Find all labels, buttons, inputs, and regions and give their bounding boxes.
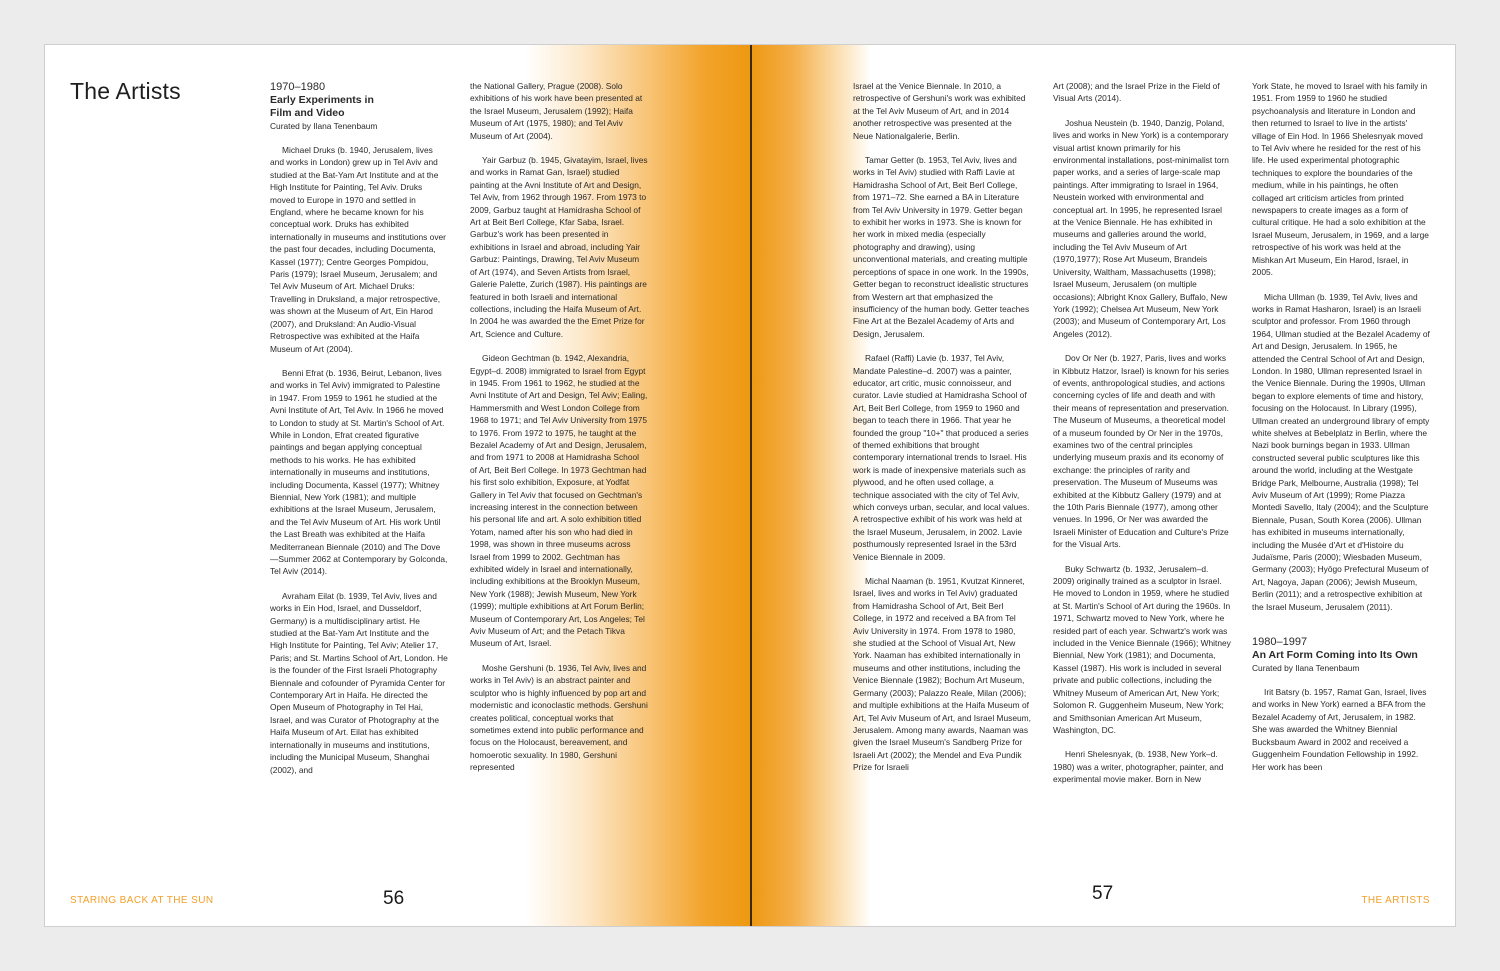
bio-avraham-eilat: Avraham Eilat (b. 1939, Tel Aviv, lives and works in Ein Hod, Israel, and Dusseldorf, Germany) is a multidisciplinary artist. He studied at the Bat-Yam Art Institute and the High Institute for Painting, Tel Aviv; Atelier 17, Paris; and St. Martins School of Art, London. He is the founder of the First Israeli Photography Biennale and cofounder of Pyramida Center for Contemporary Art in Haifa. He directed the Open Museum of Photography in Tel Hai, Israel, and was Curator of Photography at the Haifa Museum of Art. Eilat has exhibited internationally in museums and institutions, including the Municipal Museum, Shanghai (2002), and <box>270 590 448 775</box>
text-column-1 <box>270 80 448 776</box>
section-title-line2: Film and Video <box>270 107 345 119</box>
bio-henri-shelesnyak: Henri Shelesnyak, (b. 1938, New York–d. 1980) was a writer, photographer, painter, and experimental movie maker. Born in New <box>1053 749 1224 785</box>
running-footer-left: STARING BACK AT THE SUN <box>70 895 214 906</box>
bio-continuation: York State, he moved to Israel with his family in 1951. From 1959 to 1960 he studied psychoanalysis and literature in London and then returned to Israel to live in the artists' village of Ein Hod. In 1966 Shelesnyak moved to Tel Aviv where he resided for the rest of his life. He used experimental photographic techniques to explore the boundaries of the medium, while in his paintings, he often collaged art criticism articles from printed newspapers to create images as a form of cultural critique. He had a solo exhibition at the Israel Museum, Jerusalem, in 1969, and a large retrospective of his work was held at the Mishkan Art Museum, Ein Harod, Israel, in 2005. <box>1252 81 1429 278</box>
bio-yair-garbuz: Yair Garbuz (b. 1945, Givatayim, Israel, lives and works in Ramat Gan, Israel) studied painting at the Avni Institute of Art and Design, Tel Aviv, from 1962 through 1967. From 1973 to 2009, Garbuz taught at Hamidrasha School of Art at Beit Berl College, Kfar Saba, Israel. Garbuz's work has been presented in exhibitions in Israel and abroad, including Yair Garbuz: Paintings, Drawing, Tel Aviv Museum of Art (1974), and Seven Artists from Israel, Galerie Palette, Zurich (1987). His paintings are featured in both Israeli and international collections, including the Haifa Museum of Art. In 2004 he was awarded the the Emet Prize for Art, Science and Culture. <box>470 155 648 339</box>
section-curator: Curated by Ilana Tenenbaum <box>270 121 378 131</box>
bio-continuation: the National Gallery, Prague (2008). Solo exhibitions of his work have been presented at the Israel Museum, Jerusalem (1992); Haifa Museum of Art (1975, 1980); and Tel Aviv Museum of Art (2004). <box>470 81 643 141</box>
bio-continuation: Israel at the Venice Biennale. In 2010, a retrospective of Gershuni's work was exhibited at the Tel Aviv Museum of Art, and in 2014 another retrospective was presented at the Neue Nationalgalerie, Berlin. <box>853 81 1026 141</box>
page-number-right: 57 <box>1092 883 1114 904</box>
text-column-4 <box>1053 80 1231 786</box>
section-curator: Curated by Ilana Tenenbaum <box>1252 663 1360 674</box>
bio-tamar-getter: Tamar Getter (b. 1953, Tel Aviv, lives and works in Tel Aviv) studied with Raffi Lavie at Hamidrasha School of Art, Beit Berl College, from 1971–72. She earned a BA in Literature from Tel Aviv University in 1979. Getter began to exhibit her works in 1973. She is known for her work in mixed media (especially photography and drawing), using unconventional materials, and creating multiple perceptions of space in one work. In the 1990s, Getter began to reconstruct idealistic structures from Western art that emphasized the insufficiency of the human body. Getter teaches Fine Art at the Bezalel Academy of Arts and Design, Jerusalem. <box>853 155 1030 339</box>
bio-michael-druks: Michael Druks (b. 1940, Jerusalem, lives and works in London) grew up in Tel Aviv and studied at the Bat-Yam Art Institute and at the High Institute for Painting, Tel Aviv. Druks moved to Europe in 1970 and settled in England, where he became known for his conceptual work. Druks has exhibited internationally in museums and institutions over the past four decades, including Documenta, Kassel (1977); Centre Georges Pompidou, Paris (1979); Israel Museum, Jerusalem; and Tel Aviv Museum of Art. Michael Druks: Travelling in Druksland, a major retrospective, was shown at the Museum of Art, Ein Harod (2007), and Druksland: An Audio-Visual Retrospective was exhibited at the Haifa Museum of Art (2004). <box>270 145 446 354</box>
bio-joshua-neustein: Joshua Neustein (b. 1940, Danzig, Poland, lives and works in New York) is a contemporary visual artist known primarily for his environmental installations, post-minimalist torn paper works, and a series of large-scale map paintings. After immigrating to Israel in 1964, Neustein worked with environmental and conceptual art. In 1995, he represented Israel at the Venice Biennale. He has exhibited in museums and galleries around the world, including the Tel Aviv Museum of Art (1970,1977); Rose Art Museum, Brandeis University, Waltham, Massachusetts (1998); Israel Museum, Jerusalem (on multiple occasions); Albright Knox Gallery, Buffalo, New York (1992); Chelsea Art Museum, New York (2003); and Museum of Contemporary Art, Los Angeles (2012). <box>1053 117 1229 339</box>
bio-irit-batsry: Irit Batsry (b. 1957, Ramat Gan, Israel, lives and works in New York) earned a BFA from the Bezalel Academy of Art, Jerusalem, in 1982. She was awarded the Whitney Biennial Bucksbaum Award in 2002 and received a Guggenheim Foundation Fellowship in 1992. Her work has been <box>1252 687 1427 772</box>
page-number-left: 56 <box>383 888 405 909</box>
bio-buky-schwartz: Buky Schwartz (b. 1932, Jerusalem–d. 2009) originally trained as a sculptor in Israel. He moved to London in 1959, where he studied at St. Martin's School of Art during the 1960s. In 1971, Schwartz moved to New York, where he resided part of each year. Schwartz's work was included in the Venice Biennale (1966); Whitney Biennial, New York (1981); and Documenta, Kassel (1987). His work is included in several private and public collections, including the Whitney Museum of American Art, New York; Solomon R. Guggenheim Museum, New York; and Smithsonian American Art Museum, Washington, DC. <box>1053 563 1231 735</box>
section-era: 1980–1997 <box>1252 636 1308 649</box>
text-column-5 <box>1252 80 1430 773</box>
book-gutter <box>750 45 752 926</box>
bio-raffi-lavie: Rafael (Raffi) Lavie (b. 1937, Tel Aviv, Mandate Palestine–d. 2007) was a painter, educator, art critic, music connoisseur, and curator. Lavie studied at Hamidrasha School of Art, Beit Berl College, from 1959 to 1960 and began to teach there in 1966. That year he founded the group "10+" that produced a series of themed exhibitions that brought contemporary international trends to Israel. His work is made of inexpensive materials such as plywood, and he often used collage, a technique associated with the city of Tel Aviv, which conveys urban, secular, and local values. A retrospective exhibit of his work was held at the Israel Museum, Jerusalem, in 2002. Lavie posthumously represented Israel in the 53rd Venice Biennale in 2009. <box>853 353 1030 562</box>
page-title: The Artists <box>70 78 181 104</box>
bio-continuation: Art (2008); and the Israel Prize in the Field of Visual Arts (2014). <box>1053 81 1220 104</box>
text-column-2 <box>470 80 648 774</box>
section-title-line1: Early Experiments in <box>270 94 374 106</box>
section-title: An Art Form Coming into Its Own <box>1252 649 1418 662</box>
book-spread <box>44 44 1456 927</box>
bio-dov-or-ner: Dov Or Ner (b. 1927, Paris, lives and works in Kibbutz Hatzor, Israel) is known for his series of events, anthropological studies, and actions concerning cycles of life and death and with their means of representation and preservation. The Museum of Museums, a theoretical model of a museum founded by Or Ner in the 1970s, examines two of the central principles underlying museum praxis and its economy of exchange: the principles of rarity and preservation. The Museum of Museums was exhibited at the Kibbutz Gallery (1979) and at the 10th Paris Biennale (1977), among other venues. In 1996, Or Ner was awarded the Israeli Minister of Education and Culture's Prize for the Visual Arts. <box>1053 353 1229 550</box>
bio-benni-efrat: Benni Efrat (b. 1936, Beirut, Lebanon, lives and works in Tel Aviv) immigrated to Palestine in 1947. From 1959 to 1961 he studied at the Avni Institute of Art, Tel Aviv. In 1966 he moved to London to study at St. Martin's School of Art. While in London, Efrat created figurative paintings and began applying conceptual methods to his works. He has exhibited internationally in museums and institutions, including Documenta, Kassel (1977); Whitney Biennial, New York (1981); and multiple exhibitions at the Israel Museum, Jerusalem, and the Tel Aviv Museum of Art. His work Until the Last Breath was exhibited at the Haifa Mediterranean Biennale (2010) and The Dove—Summer 2062 at Contemporary by Golconda, Tel Aviv (2014). <box>270 367 448 577</box>
bio-micha-ullman: Micha Ullman (b. 1939, Tel Aviv, lives and works in Ramat Hasharon, Israel) is an Israeli sculptor and professor. From 1960 through 1964, Ullman studied at the Bezalel Academy of Art and Design, Jerusalem. In 1965, he attended the Central School of Art and Design, London. In 1980, Ullman represented Israel in the Venice Biennale. During the 1990s, Ullman began to explore elements of time and history, focusing on the Holocaust. In Library (1995), Ullman created an underground library of empty white shelves at Bebelplatz in Berlin, where the Nazi book burnings began in 1933. Ullman constructed several public sculptures like this around the world, including at the Westgate Bridge Park, Melbourne, Australia (1998); Tel Aviv Museum of Art (1999); Rome Piazza Montedi Savello, Italy (2004); and the Sculpture Biennale, Pusan, South Korea (2006). Ullman has exhibited in museums internationally, including the Musée d'Art et d'Histoire du Judaïsme, Paris (2000); Wiesbaden Museum, Germany (2003); Hyōgo Prefectural Museum of Art, Nagoya, Japan (2006); Jewish Museum, Berlin (2011); and a retrospective exhibition at the Israel Museum, Jerusalem (2011). <box>1252 291 1430 612</box>
bio-gideon-gechtman: Gideon Gechtman (b. 1942, Alexandria, Egypt–d. 2008) immigrated to Israel from Egypt in 1945. From 1961 to 1962, he studied at the Avni Institute of Art and Design, Tel Aviv; Ealing, Hammersmith and West London College from 1968 to 1971; and Tel Aviv University from 1975 to 1976. From 1972 to 1975, he taught at the Bezalel Academy of Art and Design, Jerusalem, and from 1971 to 2008 at Hamidrasha School of Art, Beit Berl College. In 1973 Gechtman had his first solo exhibition, Exposure, at Yodfat Gallery in Tel Aviv that focused on Gechtman's increasing interest in the connection between his personal life and art. A solo exhibition titled Yotam, named after his son who had died in 1998, was shown in three museums across Israel from 1999 to 2002. Gechtman has exhibited widely in Israel and internationally, including exhibitions at the Brooklyn Museum, New York (1988); Jewish Museum, New York (1999); multiple exhibitions at Art Forum Berlin; Museum of Contemporary Art, Los Angeles; Tel Aviv Museum of Art; and the Petach Tikva Museum of Art, Israel. <box>470 353 648 649</box>
bio-moshe-gershuni: Moshe Gershuni (b. 1936, Tel Aviv, lives and works in Tel Aviv) is an abstract painter and sculptor who is highly influenced by pop art and modernistic and iconoclastic methods. Gershuni creates political, conceptual works that sometimes extend into public performance and focus on the Holocaust, bereavement, and homoerotic sexuality. In 1980, Gershuni represented <box>470 662 648 773</box>
text-column-3 <box>853 80 1031 774</box>
section-era: 1970–1980 <box>270 81 326 93</box>
running-footer-right: THE ARTISTS <box>1361 895 1430 906</box>
bio-michal-naaman: Michal Naaman (b. 1951, Kvutzat Kinneret, Israel, lives and works in Tel Aviv) graduated from Hamidrasha School of Art, Beit Berl College, in 1972 and received a BA from Tel Aviv University in 1974. From 1978 to 1980, she studied at the School of Visual Art, New York. Naaman has exhibited internationally in museums and other institutions, including the Venice Biennale (1982); Bochum Art Museum, Germany (2003); Palazzo Reale, Milan (2006); and multiple exhibitions at the Haifa Museum of Art, Tel Aviv Museum of Art, and Israel Museum, Jerusalem. Among many awards, Naaman was given the Israel Museum's Sandberg Prize for Israeli Art (2002); the Mendel and Eva Pundik Prize for Israeli <box>853 576 1031 773</box>
